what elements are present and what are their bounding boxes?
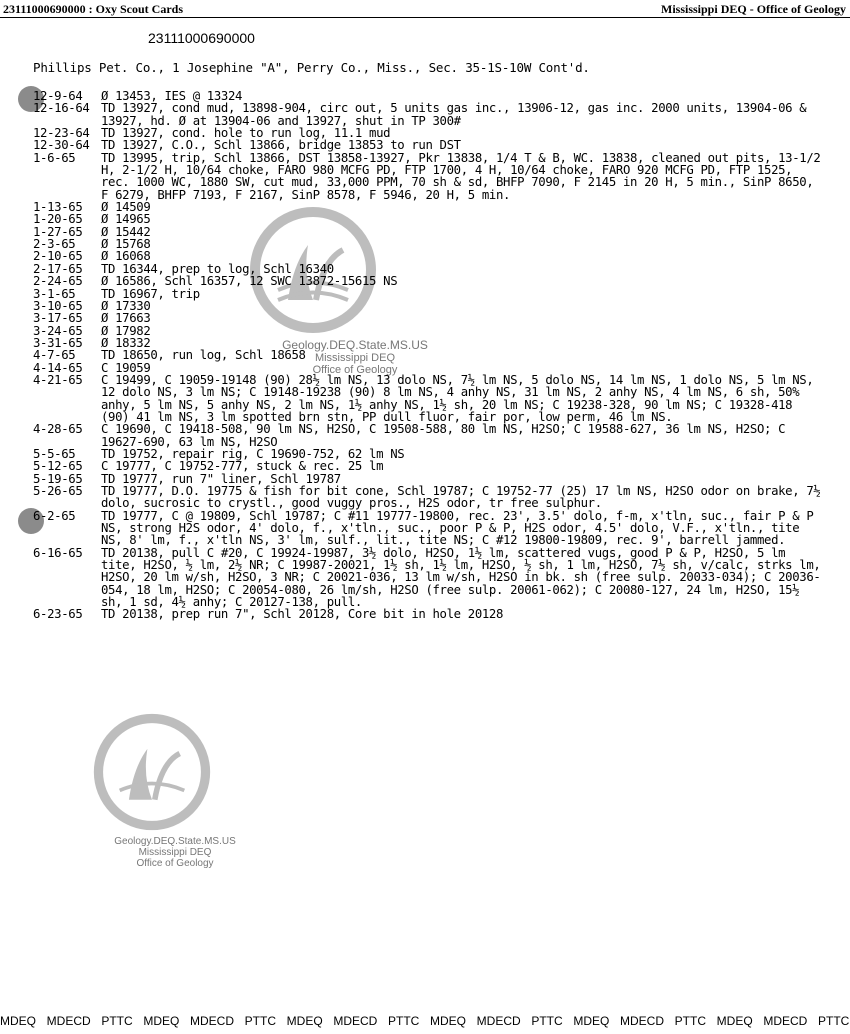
entry-date: 4-7-65	[33, 348, 76, 363]
watermark-agency-2: Mississippi DEQ	[138, 847, 212, 858]
entry-date: 4-21-65	[33, 372, 83, 387]
entry-row	[33, 484, 828, 511]
entry-date: 6-23-65	[33, 607, 83, 622]
entry-row	[33, 150, 828, 202]
entry-text: TD 16967, trip	[101, 286, 200, 301]
entry-text: Ø 17330	[101, 298, 151, 313]
entry-text: Ø 15442	[101, 224, 151, 239]
entry-row	[33, 238, 823, 250]
watermark-agency: Mississippi DEQ	[314, 352, 396, 364]
entry-text: TD 20138, prep run 7", Schl 20128, Core bit in hole 20128	[101, 607, 504, 622]
watermark-office: Office of Geology	[312, 364, 398, 376]
page-header	[0, 0, 850, 18]
entry-date: 5-12-65	[33, 459, 83, 474]
watermark-site: Geology.DEQ.State.MS.US	[282, 338, 428, 352]
entry-date: 3-24-65	[33, 323, 83, 338]
entry-row	[33, 139, 823, 151]
entry-date: 3-1-65	[33, 286, 76, 301]
entry-text: Ø 16068	[101, 249, 151, 264]
header-agency: Mississippi DEQ - Office of Geology	[661, 2, 846, 16]
entry-text: Ø 17982	[101, 323, 151, 338]
entry-row	[33, 374, 823, 423]
entry-text: C 19777, C 19752-777, stuck & rec. 25 lm	[101, 459, 384, 474]
entry-date: 1-20-65	[33, 212, 83, 227]
entry-row	[33, 250, 823, 262]
entry-date: 5-5-65	[33, 446, 76, 461]
entry-text: TD 19777, C @ 19809, Schl 19787; C #11 19777-19800, rec. 23', 3.5' dolo, f-m, x'tln, suc., fair P & P NS, strong H2S odor, 4' dolo, f., x'tln., suc., poor P & P, H2S odor, 4.5' dolo, V.F., x'tln., tite NS, 8' lm, f., x'tln NS, 3' lm, sulf., lit., tite NS; C #12 19800-19809, rec. 9', barrell jammed.	[101, 508, 821, 548]
entry-text: Ø 13453, IES @ 13324	[101, 89, 243, 103]
entry-date: 5-26-65	[33, 484, 83, 498]
entry-text: Ø 15768	[101, 237, 151, 252]
entry-row	[33, 275, 823, 287]
entry-row	[33, 325, 823, 337]
entry-text: TD 13927, cond. hole to run log, 11.1 mud	[101, 126, 391, 141]
entry-row	[33, 213, 823, 225]
entry-row	[33, 312, 823, 324]
entry-date: 3-10-65	[33, 298, 83, 313]
entry-text: TD 13927, C.O., Schl 13866, bridge 13853 to run DST	[101, 138, 461, 153]
entry-text: TD 20138, pull C #20, C 19924-19987, 3½ dolo, H2SO, 1½ lm, scattered vugs, good P & P, H2SO, 5 lm tite, H2SO, ½ lm, 2½ NR; C 19987-20021, 1½ sh, 1½ lm, H2SO, ½ sh, 1 lm, H2SO, 7½ sh, v/calc, strks lm, H2SO, 20 lm w/sh, H2SO, 3 NR; C 20021-036, 13 lm w/sh, H2SO in bk. sh (free sulp. 20033-034); C 20036-054, 18 lm, H2SO; C 20054-080, 26 lm/sh, H2SO (free sulp. 20061-062); C 20080-127, 24 lm, H2SO, 15½ sh, 1 sd, 4½ anhy; C 20127-138, pull.	[101, 545, 828, 610]
entry-date: 5-19-65	[33, 471, 83, 486]
entry-date: 2-10-65	[33, 249, 83, 264]
entry-text: TD 13927, cond mud, 13898-904, circ out, 5 units gas inc., 13906-12, gas inc. 2000 units, 13904-06 & 13927, hd. Ø at 13904-06 and 13927, shut in TP 300#	[101, 101, 814, 128]
entry-text: C 19690, C 19418-508, 90 lm NS, H2SO, C 19508-588, 80 lm NS, H2SO; C 19588-627, 36 lm NS, H2SO; C 19627-690, 63 lm NS, H2SO	[101, 422, 793, 449]
entry-text: TD 19777, run 7" liner, Schl 19787	[101, 471, 341, 486]
entry-date: 2-3-65	[33, 237, 76, 252]
entry-date: 2-24-65	[33, 274, 83, 289]
entry-date: 12-30-64	[33, 138, 90, 153]
entry-text: Ø 18332	[101, 335, 151, 350]
entry-date: 12-23-64	[33, 126, 90, 141]
entry-text: Ø 14509	[101, 200, 151, 215]
watermark-site-2: Geology.DEQ.State.MS.US	[114, 836, 236, 847]
entry-row	[33, 460, 823, 472]
entry-row	[33, 349, 823, 361]
card-id: 23111000690000	[148, 30, 255, 46]
entry-text: C 19499, C 19059-19148 (90) 28½ lm NS, 13 dolo NS, 7½ lm NS, 5 dolo NS, 14 lm NS, 1 dolo NS, 5 lm NS, 12 dolo NS, 3 lm NS; C 19148-19238 (90) 8 lm NS, 4 anhy NS, 31 lm NS, 2 anhy NS, 4 lm NS, 6 sh, 50% anhy, 5 lm NS, 5 anhy NS, 2 lm NS, 1½ anhy NS, 1½ sh, 20 lm NS; C 19238-328, 90 lm NS; C 19328-418 (90) 41 lm NS, 3 lm spotted brn stn, PP dull fluor, fair por, low perm, 46 lm NS.	[101, 372, 821, 424]
entry-text: C 19059	[101, 360, 151, 375]
entry-date: 3-17-65	[33, 311, 83, 326]
entry-date: 2-17-65	[33, 261, 83, 276]
header-divider	[0, 17, 850, 18]
entry-date: 4-28-65	[33, 422, 83, 437]
entry-row	[33, 201, 823, 213]
entry-text: Ø 14965	[101, 212, 151, 227]
entry-date: 1-27-65	[33, 224, 83, 239]
entry-text: TD 16344, prep to log, Schl 16340	[101, 261, 334, 276]
header-record-title: 23111000690000 : Oxy Scout Cards	[3, 2, 184, 16]
entry-text: Ø 16586, Schl 16357, 12 SWC 13872-15615 NS	[101, 274, 398, 289]
entry-date: 6-2-65	[33, 508, 76, 523]
scout-card-entries	[33, 84, 828, 622]
entry-date: 12-16-64	[33, 101, 90, 116]
watermark-office-2: Office of Geology	[136, 858, 214, 869]
watermark-text-2	[90, 836, 260, 869]
entry-row	[33, 545, 828, 610]
entry-text: TD 18650, run log, Schl 18658	[101, 348, 306, 363]
entry-text: TD 19752, repair rig, C 19690-752, 62 lm NS	[101, 446, 405, 461]
entry-row	[33, 510, 823, 547]
card-title: Phillips Pet. Co., 1 Josephine "A", Perry Co., Miss., Sec. 35-1S-10W Cont'd.	[33, 60, 590, 75]
entry-date: 12-9-64	[33, 89, 83, 103]
entry-date: 1-13-65	[33, 200, 83, 215]
entry-date: 1-6-65	[33, 150, 76, 165]
mdeq-watermark-logo-icon-2	[92, 712, 212, 832]
entry-text: TD 13995, trip, Schl 13866, DST 13858-13927, Pkr 13838, 1/4 T & B, WC. 13838, cleaned out pits, 13-1/2 H, 2-1/2 H, 10/64 choke, FARO 980 MCFG PD, FTP 1700, 4 H, 10/64 choke, FARO 920 MCFG PD, FTP 1525, rec. 1000 WC, 1880 SW, cut mud, 33,000 PPM, 70 sh & sd, BHFP 7090, F 2145 in 20 H, 5 min., SinP 8650, F 6279, BHFP 7193, F 2167, SinP 8578, F 5946, 20 H, 5 min.	[101, 150, 828, 202]
entry-date: 3-31-65	[33, 335, 83, 350]
entry-date: 4-14-65	[33, 360, 83, 375]
entry-row	[33, 226, 823, 238]
entry-row	[33, 423, 823, 448]
entry-row	[33, 608, 823, 620]
entry-row	[33, 288, 823, 300]
entry-row	[33, 300, 823, 312]
entry-date: 6-16-65	[33, 545, 83, 560]
entry-text: TD 19777, D.O. 19775 & fish for bit cone, Schl 19787; C 19752-77 (25) 17 lm NS, H2SO odor on brake, 7½ dolo, sucrosic to crystl., good vuggy pros., H2S odor, tr free sulphur.	[101, 484, 828, 511]
page-footer: MDEQ MDECD PTTC MDEQ MDECD PTTC MDEQ MDECD PTTC MDEQ MDECD PTTC MDEQ MDECD PTTC MDEQ MDECD PTTC	[0, 1014, 850, 1028]
entry-text: Ø 17663	[101, 311, 151, 326]
entry-row	[33, 102, 823, 127]
